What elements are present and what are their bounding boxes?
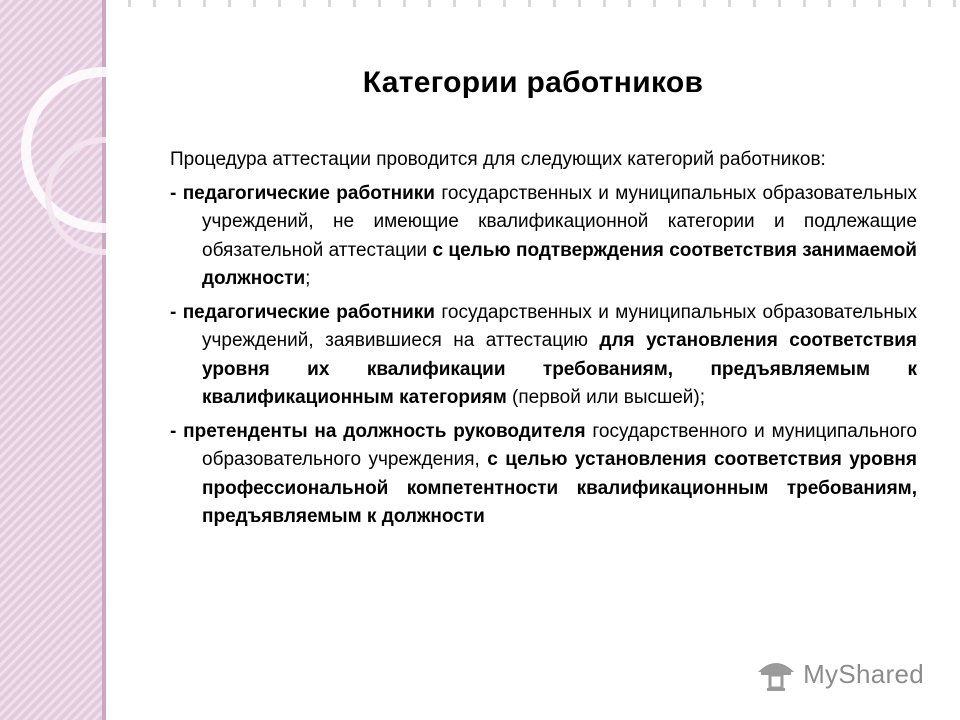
slide-body	[170, 146, 917, 537]
text-segment: государственных и муниципальных образовательных учреждений, заявившиеся на аттестацию	[202, 301, 917, 351]
watermark-text: MyShared	[803, 658, 924, 689]
bold-text-segment: с целью установления соответствия уровня профессиональной компетентности квалификационным требованиям, предъявляемым к должности	[202, 449, 917, 527]
category-list	[170, 180, 917, 532]
watermark	[755, 656, 924, 692]
ring-outer	[26, 72, 106, 228]
bold-text-segment: - претенденты на должность руководителя	[170, 420, 586, 442]
bold-text-segment: - педагогические работники	[170, 301, 435, 323]
bold-text-segment: - педагогические работники	[170, 182, 435, 204]
decorative-rings	[0, 0, 106, 720]
top-dashed-border	[106, 0, 960, 7]
slide-title: Категории работников	[362, 66, 704, 99]
text-segment: государственного и муниципального образовательного учреждения,	[202, 420, 917, 470]
bold-text-segment: с целью подтверждения соответствия занимаемой должности	[202, 239, 917, 289]
text-segment: ;	[305, 268, 311, 289]
text-segment: государственных и муниципальных образовательных учреждений, не имеющие квалификационной категории и подлежащие обязательной аттестации	[202, 182, 917, 261]
category-item	[170, 180, 917, 294]
category-item	[170, 418, 917, 532]
intro-paragraph: Процедура аттестации проводится для следующих категорий работников:	[170, 149, 826, 170]
category-item	[170, 299, 917, 413]
bold-text-segment: для установления соответствия уровня их квалификации требованиям, предъявляемым к квалификационным категориям	[202, 330, 917, 408]
text-segment: (первой или высшей);	[506, 387, 706, 408]
ring-inner	[48, 140, 106, 252]
mushroom-logo-icon	[755, 656, 797, 692]
